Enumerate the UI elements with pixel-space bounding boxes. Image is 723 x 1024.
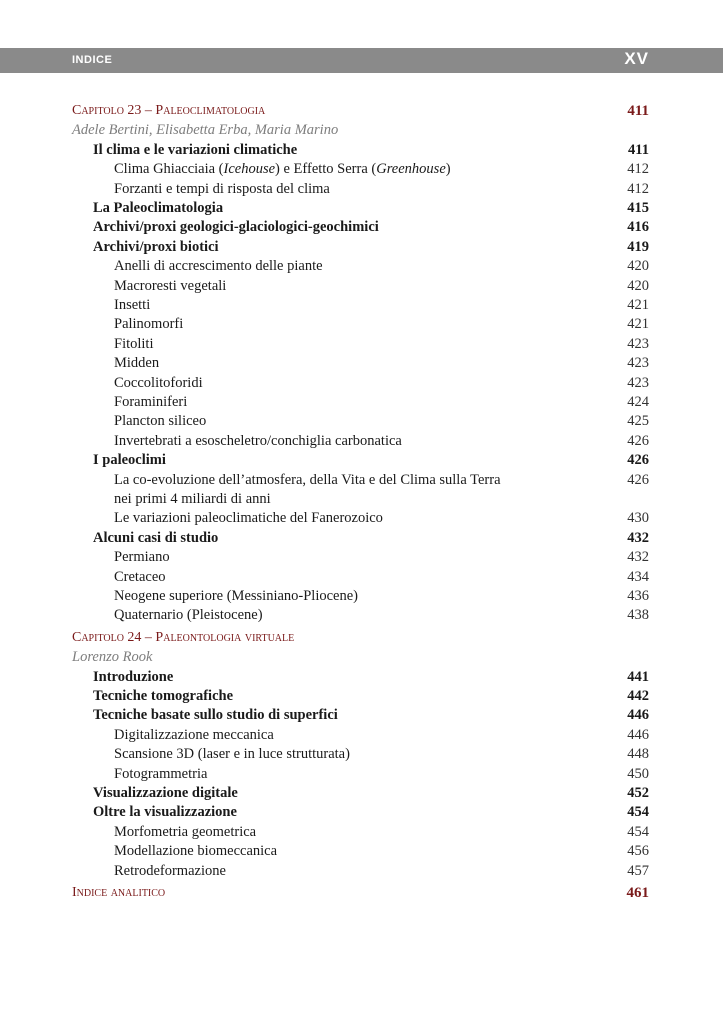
chapter-heading: [0, 101, 723, 121]
toc-subsection-page: 420: [627, 258, 649, 275]
toc-section-page: 416: [627, 219, 649, 236]
chapter-heading-title: Capitolo 23 – Paleoclimatologia: [72, 103, 266, 118]
toc-section-title: Visualizzazione digitale: [93, 785, 238, 801]
toc-subsection-title: Plancton siliceo: [114, 413, 207, 430]
toc-subsection: [0, 605, 723, 625]
toc-subsection-title: Cretaceo: [114, 568, 166, 585]
toc-subsection: [0, 256, 723, 276]
toc-section: [0, 705, 723, 725]
toc-subsection-title: Clima Ghiacciaia (Icehouse) e Effetto Serra (Greenhouse): [114, 161, 451, 178]
toc-section-page: 415: [627, 200, 649, 216]
toc-subsection: [0, 744, 723, 764]
toc-section: [0, 140, 723, 160]
toc-subsection: [0, 822, 723, 842]
toc-subsection-page: 420: [627, 277, 649, 294]
toc-section-page: 454: [627, 804, 649, 821]
toc-subsection-title: Insetti: [114, 297, 151, 313]
toc-subsection: [0, 547, 723, 567]
toc-subsection-title: Foraminiferi: [114, 394, 188, 410]
toc-subsection-page: 421: [627, 297, 649, 313]
toc-section: [0, 783, 723, 803]
toc-subsection: [0, 725, 723, 745]
toc-subsection-page: 425: [627, 413, 649, 430]
toc-subsection-page: 454: [627, 823, 649, 840]
toc-subsection: [0, 861, 723, 881]
toc-subsection-title: Morfometria geometrica: [114, 823, 257, 840]
toc-subsection: [0, 179, 723, 199]
index-analitico-title: Indice analitico: [72, 885, 166, 900]
toc-section-title: I paleoclimi: [93, 452, 166, 469]
toc-subsection-page: 421: [627, 316, 649, 333]
toc-section: [0, 686, 723, 706]
toc-subsection-title: Scansione 3D (laser e in luce strutturata): [114, 746, 350, 763]
toc-section-page: 426: [627, 452, 649, 469]
toc-subsection-page: 448: [627, 746, 649, 763]
toc-subsection-title: Invertebrati a esoscheletro/conchiglia carbonatica: [114, 432, 402, 449]
toc-subsection-title: Digitalizzazione meccanica: [114, 726, 274, 743]
toc-subsection-page: 436: [627, 588, 649, 604]
toc-subsection-page: 426: [627, 471, 649, 488]
chapter-authors: [0, 647, 723, 667]
toc-subsection: [0, 586, 723, 606]
toc-section-page: 411: [628, 141, 649, 158]
toc-section-title: Tecniche tomografiche: [93, 688, 234, 704]
toc-section-title: Il clima e le variazioni climatiche: [93, 141, 298, 158]
toc-section-page: 446: [627, 707, 649, 724]
toc-subsection: [0, 567, 723, 587]
toc-subsection-title: Palinomorfi: [114, 316, 184, 333]
page-number: XV: [624, 49, 649, 68]
toc-subsection-title: Modellazione biomeccanica: [114, 843, 278, 860]
toc-section-page: 419: [627, 238, 649, 255]
toc-subsection: [0, 392, 723, 412]
toc-section-title: Alcuni casi di studio: [93, 529, 219, 546]
toc-subsection-title: La co-evoluzione dell’atmosfera, della Vita e del Clima sulla Terra: [114, 471, 501, 488]
toc-subsection-title: Fitoliti: [114, 335, 154, 352]
toc-subsection: [0, 431, 723, 451]
chapter-heading-page: 411: [627, 103, 649, 119]
toc-section-title: La Paleoclimatologia: [93, 200, 224, 216]
toc-subsection-page: 426: [627, 432, 649, 449]
toc-section-page: 442: [627, 688, 649, 704]
toc-section-title: Archivi/proxi geologici-glaciologici-geochimici: [93, 219, 379, 236]
running-header: [0, 48, 723, 73]
toc-section-title: Oltre la visualizzazione: [93, 804, 237, 821]
toc-section: [0, 217, 723, 237]
toc-subsection-title: Anelli di accrescimento delle piante: [114, 258, 323, 275]
toc-subsection: [0, 276, 723, 296]
chapter-authors: [0, 120, 723, 140]
toc-subsection-page: 432: [627, 549, 649, 566]
toc-subsection: [0, 314, 723, 334]
chapter-heading: [0, 628, 723, 648]
toc-subsection-title: Neogene superiore (Messiniano-Pliocene): [114, 588, 359, 604]
toc-subsection-page: 423: [627, 335, 649, 352]
toc-section: [0, 237, 723, 257]
toc-subsection-page: 424: [627, 394, 649, 410]
toc-section-page: 432: [627, 529, 649, 546]
index-analitico-entry: [0, 883, 723, 903]
toc-subsection: [0, 353, 723, 373]
toc-subsection: [0, 508, 723, 528]
toc-subsection-page: 423: [627, 374, 649, 391]
toc-section-page: 452: [627, 785, 649, 801]
toc-subsection-page: 434: [627, 568, 649, 585]
toc-subsection-page: 450: [627, 765, 649, 782]
toc-subsection: [0, 334, 723, 354]
toc-subsection-page: 412: [627, 161, 649, 178]
toc-subsection-title: nei primi 4 miliardi di anni: [114, 491, 271, 507]
authors-text: Adele Bertini, Elisabetta Erba, Maria Marino: [72, 122, 339, 139]
authors-text: Lorenzo Rook: [72, 649, 153, 666]
toc-subsection-page: 446: [627, 726, 649, 743]
toc-subsection: [0, 411, 723, 431]
toc-section-title: Tecniche basate sullo studio di superfici: [93, 707, 338, 724]
toc-subsection-page: 423: [627, 355, 649, 372]
chapter-heading-title: Capitolo 24 – Paleontologia virtuale: [72, 629, 295, 645]
toc-subsection-title: Fotogrammetria: [114, 765, 208, 782]
toc-subsection-page: 430: [627, 510, 649, 527]
toc-subsection: [0, 373, 723, 393]
toc-section-title: Archivi/proxi biotici: [93, 238, 219, 255]
toc-subsection-title: Le variazioni paleoclimatiche del Fanerozoico: [114, 510, 383, 527]
running-header-title: INDICE: [72, 54, 113, 66]
toc-subsection-title: Coccolitoforidi: [114, 374, 203, 391]
toc-section-title: Introduzione: [93, 668, 174, 685]
toc-section: [0, 450, 723, 470]
toc-subsection-title: Macroresti vegetali: [114, 277, 227, 294]
index-analitico-page: 461: [626, 885, 649, 901]
toc-subsection-title: Permiano: [114, 549, 170, 566]
toc-section: [0, 802, 723, 822]
toc-subsection-title: Retrodeformazione: [114, 862, 226, 879]
toc-subsection: [0, 159, 723, 179]
toc-subsection-title: Midden: [114, 355, 160, 372]
toc-section: [0, 198, 723, 218]
toc-subsection: [0, 489, 723, 509]
toc-subsection-page: 456: [627, 843, 649, 860]
toc-subsection-page: 438: [627, 607, 649, 624]
toc-section-page: 441: [627, 668, 649, 685]
toc-subsection: [0, 295, 723, 315]
toc-section: [0, 667, 723, 687]
toc-subsection-page: 412: [627, 180, 649, 197]
toc-section: [0, 528, 723, 548]
toc-subsection: [0, 764, 723, 784]
toc-subsection-page: 457: [627, 862, 649, 879]
toc-subsection: [0, 470, 723, 490]
toc-subsection-title: Quaternario (Pleistocene): [114, 607, 263, 624]
toc-subsection: [0, 841, 723, 861]
toc-subsection-title: Forzanti e tempi di risposta del clima: [114, 180, 330, 197]
